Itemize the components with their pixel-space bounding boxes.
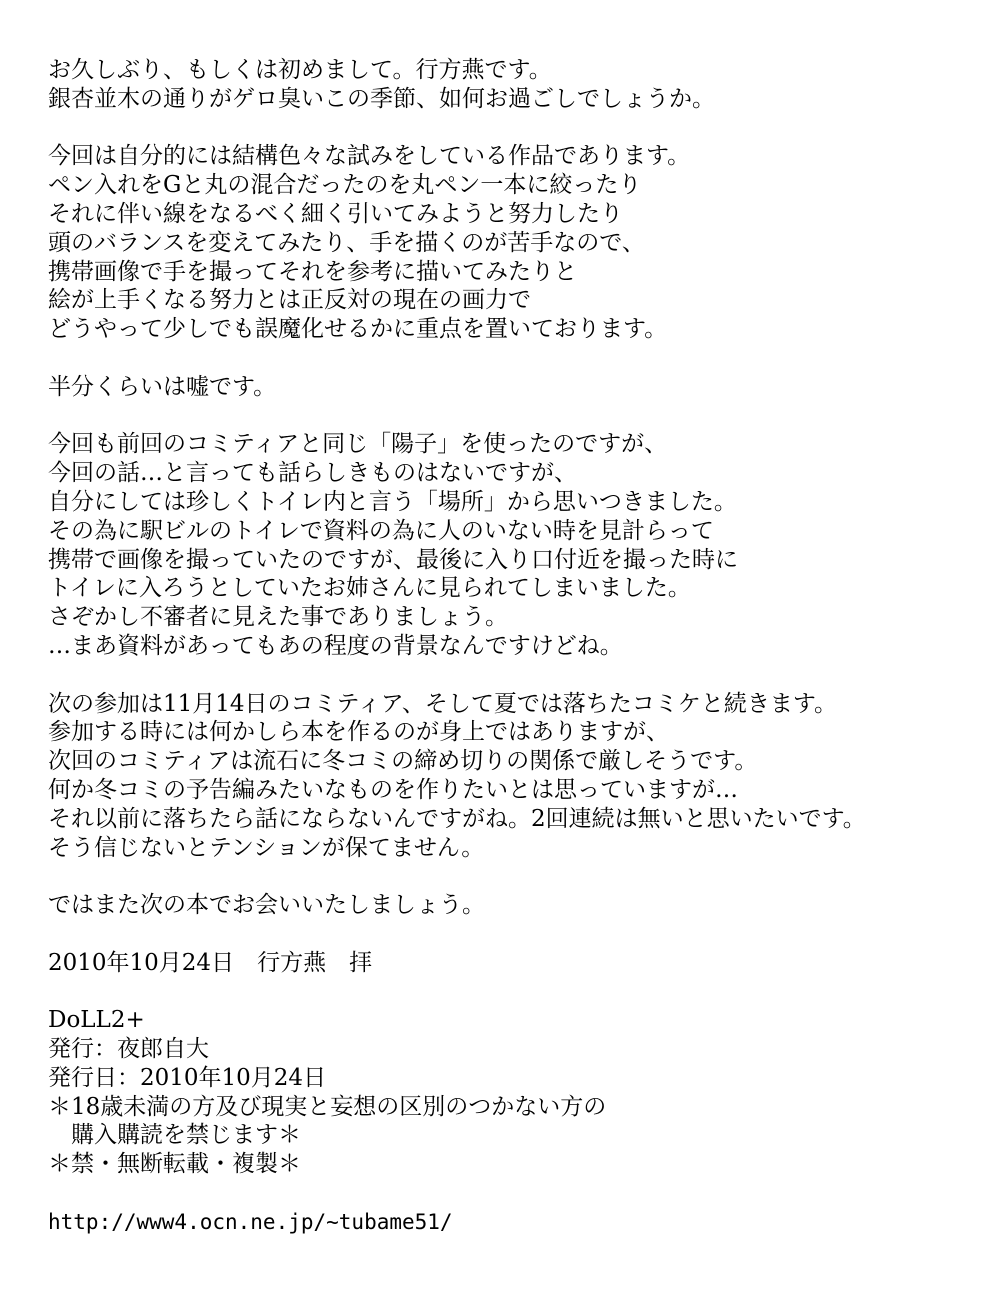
colophon-notice: ＊18歳未満の方及び現実と妄想の区別のつかない方の	[48, 1093, 607, 1120]
text-line: それ以前に落ちたら話にならないんですがね。2回連続は無いと思いたいです。	[48, 805, 866, 832]
text-line: 何か冬コミの予告編みたいなものを作りたいとは思っていますが…	[48, 776, 738, 803]
paragraph-gap	[48, 344, 978, 373]
text-line: お久しぶり、もしくは初めまして。行方燕です。	[48, 57, 552, 83]
text-line: 頭のバランスを変えてみたり、手を描くのが苦手なので、	[48, 229, 645, 256]
text-line: 絵が上手くなる努力とは正反対の現在の画力で	[48, 287, 531, 314]
afterword-text	[48, 56, 978, 1237]
text-line: そう信じないとテンションが保てません。	[48, 834, 485, 861]
text-line: …まあ資料があってもあの程度の背景なんですけどね。	[48, 632, 623, 659]
text-line: 銀杏並木の通りがゲロ臭いこの季節、如何お過ごしでしょうか。	[48, 85, 715, 112]
text-line: トイレに入ろうとしていたお姉さんに見られてしまいました。	[48, 575, 691, 602]
text-line: 今回の話…と言っても話らしきものはないですが、	[48, 460, 577, 487]
text-line: 次の参加は11月14日のコミティア、そして夏では落ちたコミケと続きます。	[48, 690, 838, 717]
paragraph-gap	[48, 978, 978, 1007]
text-line: 今回は自分的には結構色々な試みをしている作品であります。	[48, 143, 691, 170]
signature: 2010年10月24日 行方燕 拝	[48, 949, 373, 976]
colophon-publisher: 発行：夜郎自大	[48, 1036, 209, 1063]
text-line: ではまた次の本でお会いいたしましょう。	[48, 892, 485, 919]
text-line: その為に駅ビルのトイレで資料の為に人のいない時を見計らって	[48, 517, 714, 544]
text-line: 自分にしては珍しくトイレ内と言う「場所」から思いつきました。	[48, 488, 737, 515]
text-line: 次回のコミティアは流石に冬コミの締め切りの関係で厳しそうです。	[48, 748, 758, 775]
text-line: 携帯で画像を撮っていたのですが、最後に入り口付近を撮った時に	[48, 546, 738, 573]
text-line: 携帯画像で手を撮ってそれを参考に描いてみたりと	[48, 258, 577, 285]
colophon-notice: ＊禁・無断転載・複製＊	[48, 1151, 301, 1178]
text-line: 参加する時には何かしら本を作るのが身上ではありますが、	[48, 719, 669, 746]
text-line: ペン入れをGと丸の混合だったのを丸ペン一本に絞ったり	[48, 172, 642, 199]
paragraph-gap	[48, 920, 978, 949]
paragraph-gap	[48, 114, 978, 143]
colophon-date: 発行日：2010年10月24日	[48, 1064, 327, 1091]
text-line: 半分くらいは嘘です。	[48, 373, 277, 400]
text-line: どうやって少しでも誤魔化せるかに重点を置いております。	[48, 316, 668, 343]
paragraph-gap	[48, 1179, 978, 1208]
paragraph-gap	[48, 661, 978, 690]
text-line: 今回も前回のコミティアと同じ「陽子」を使ったのですが、	[48, 431, 668, 458]
paragraph-gap	[48, 862, 978, 891]
text-line: さぞかし不審者に見えた事でありましょう。	[48, 604, 508, 631]
text-line: それに伴い線をなるべく細く引いてみようと努力したり	[48, 200, 623, 227]
website-url: http://www4.ocn.ne.jp/~tubame51/	[48, 1209, 453, 1234]
colophon-notice: 購入購読を禁じます＊	[48, 1122, 301, 1149]
colophon-title: DoLL2+	[48, 1007, 145, 1034]
paragraph-gap	[48, 402, 978, 431]
